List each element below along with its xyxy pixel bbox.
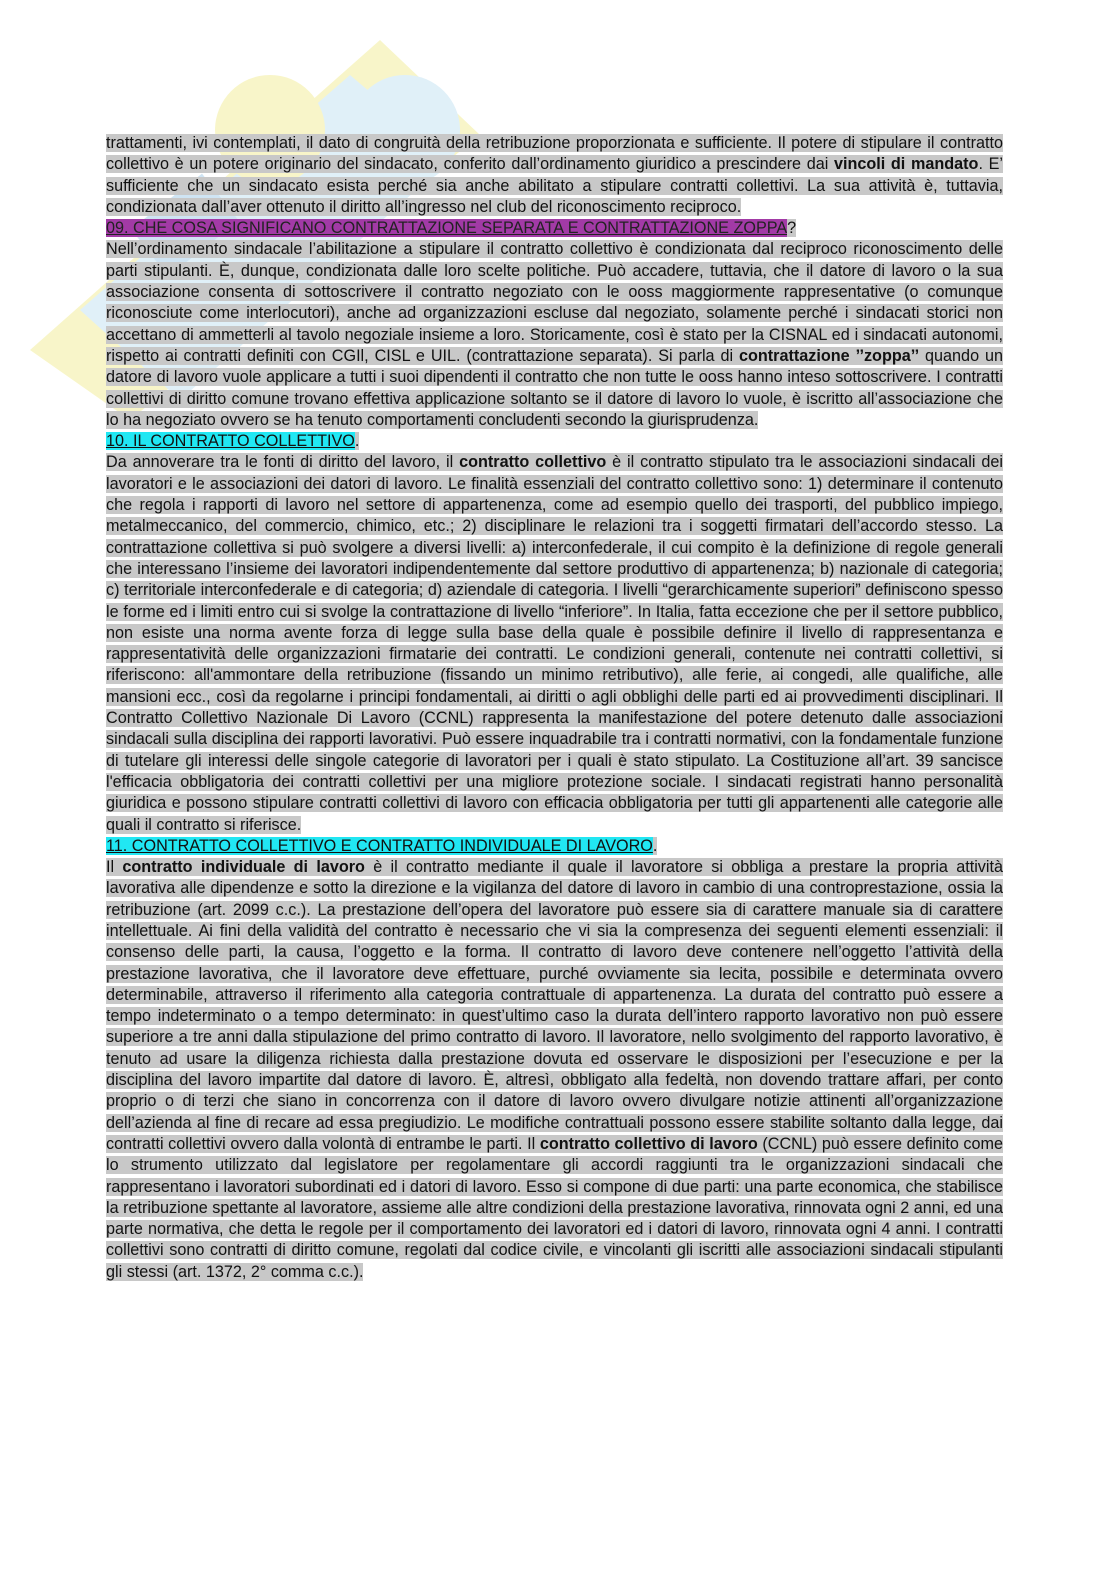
paragraph-text	[106, 858, 1003, 1281]
paragraph-intro	[106, 133, 1003, 218]
text-run: Il	[106, 858, 123, 877]
heading-09	[106, 218, 1003, 239]
heading-10	[106, 431, 1003, 452]
text-run: . E’ sufficiente che un sindacato esista perché sia anche abilitato a stipulare contratti collettivi. La sua attività è, tuttavia, condizionata dall’aver ottenuto il diritto all’ingresso nel club del riconoscimento reciproco.	[106, 155, 1004, 216]
heading-11	[106, 836, 1003, 857]
bold-term: contrattazione ’’zoppa’’	[739, 346, 920, 365]
paragraph-text	[106, 453, 1003, 833]
paragraph-text	[106, 240, 1003, 428]
text-run: Da annoverare tra le fonti di diritto del lavoro, il	[106, 453, 460, 472]
heading-text: 09. CHE COSA SIGNIFICANO CONTRATTAZIONE SEPARATA E CONTRATTAZIONE ZOPPA	[106, 219, 788, 238]
heading-suffix: .	[652, 836, 658, 855]
paragraph-09	[106, 239, 1003, 431]
text-run: è il contratto mediante il quale il lavoratore si obbliga a prestare la propria attività lavorativa alle dipendenze e sotto la direzione e la vigilanza del datore di lavoro in cambio di una controprestazione, ossia la retribuzione (art. 2099 c.c.). La prestazione dell’opera del lavoratore può essere sia di carattere manuale sia di carattere intellettuale. Ai fini della validità del contratto è necessario che vi sia la compresenza dei seguenti elementi essenziali: il consenso delle parti, la causa, l’oggetto e la forma. Il contratto di lavoro deve contenere nell’oggetto l’attività della prestazione lavorativa, che il lavoratore deve effettuare, purché ovviamente sia lecita, possibile e determinata ovvero determinabile, attraverso il riferimento alla categoria contrattuale di appartenenza. La durata del contratto può essere a tempo indeterminato o a tempo determinato: in quest’ultimo caso la durata dell’intero rapporto lavorativo non può essere superiore a tre anni dalla stipulazione del primo contratto di lavoro. Il lavoratore, nello svolgimento del rapporto lavorativo, è tenuto ad usare la diligenza richiesta dalla prestazione dovuta ed osservare le disposizioni per l’esecuzione e per la disciplina del lavoro impartite dal datore di lavoro. È, altresì, obbligato alla fedeltà, non dovendo trattare affari, per conto proprio o di terzi che siano in concorrenza con il datore di lavoro ovvero divulgare notizie attinenti all’organizzazione dell’azienda al fine di recare ad essa pregiudizio. Le modifiche contrattuali possono essere stabilite soltanto dalla legge, dai contratti collettivi ovvero dalla volontà di entrambe le parti. Il	[106, 858, 1004, 1153]
text-run: trattamenti, ivi contemplati, il dato di congruità della retribuzione proporzionata e sufficiente. Il potere di stipulare il contratto collettivo è un potere originario del sindacato, conferito dall’ordinamento giuridico a prescindere dai	[106, 134, 1003, 174]
document-body	[106, 133, 1003, 1283]
text-run: quando un datore di lavoro vuole applicare a tutti i suoi dipendenti il contratto che non tutte le ooss hanno inteso sottoscrivere. I contratti collettivi di diritto comune trovano effettiva applicazione soltanto se il datore di lavoro lo vuole, è iscritto all’associazione che lo ha negoziato ovvero se ha tenuto comportamenti concludenti secondo la giurisprudenza.	[106, 346, 1003, 429]
heading-text: 11. CONTRATTO COLLETTIVO E CONTRATTO INDIVIDUALE DI LAVORO	[106, 836, 653, 855]
text-run: è il contratto stipulato tra le associazioni sindacali dei lavoratori e le associazioni dei datori di lavoro. Le finalità essenziali del contratto collettivo sono: 1) determinare il contenuto che regola i rapporti di lavoro nel settore di appartenenza, come ad esempio quello dei trasporti, del pubblico impiego, metalmeccanico, del commercio, chimico, etc.; 2) disciplinare le relazioni tra i soggetti firmatari dell’accordo stesso. La contrattazione collettiva si può svolgere a diversi livelli: a) interconfederale, il cui compito è la definizione di regole generali che interessano l’insieme dei lavoratori indipendentemente dal settore produttivo di appartenenza; b) nazionale di categoria; c) territoriale interconfederale e di categoria; d) aziendale di categoria. I livelli “gerarchicamente superiori” definiscono spesso le forme ed i limiti entro cui si svolge la contrattazione di livello “inferiore”. In Italia, fatta eccezione che per il settore pubblico, non esiste una norma avente forza di legge sulla base della quale è possibile definire il livello di rappresentanza e rappresentatività delle organizzazioni firmatarie dei contratti. Le condizioni generali, contenute nei contratti collettivi, si riferiscono: all'ammontare della retribuzione (fissando un minimo retributivo), alle ferie, ai congedi, alle qualifiche, alle mansioni ecc., così da regolarne i principi fondamentali, ai diritti o agli obblighi delle parti ed ai provvedimenti disciplinari. Il Contratto Collettivo Nazionale Di Lavoro (CCNL) rappresenta la manifestazione del potere detenuto dalle associazioni sindacali sulla disciplina dei rapporti lavorativi. Può essere inquadrabile tra i contratti normativi, con la fondamentale funzione di tutelare gli interessi delle singole categorie di lavoratori per i quali è stato stipulato. La Costituzione all’art. 39 sancisce l'efficacia obbligatoria dei contratti collettivi per una migliore protezione sociale. I sindacati registrati hanno personalità giuridica e possono stipulare contratti collettivi di lavoro con efficacia obbligatoria per tutti gli appartenenti alle categorie alle quali il contratto si riferisce.	[106, 453, 1003, 834]
heading-text: 10. IL CONTRATTO COLLETTIVO	[106, 432, 355, 451]
text-run: (CCNL) può essere definito come lo strumento utilizzato dal legislatore per regolamentare gli accordi raggiunti tra le organizzazioni sindacali che rappresentano i lavoratori subordinati ed i datori di lavoro. Esso si compone di due parti: una parte economica, che stabilisce la retribuzione spettante al lavoratore, assieme alle altre condizioni della prestazione lavorativa, rinnovata ogni 2 anni, ed una parte normativa, che detta le regole per il comportamento dei lavoratori ed i datori di lavoro, rinnovata ogni 4 anni. I contratti collettivi sono contratti di diritto comune, regolati dal codice civile, e vincolanti gli iscritti alle associazioni sindacali stipulanti gli stessi (art. 1372, 2° comma c.c.).	[106, 1134, 1004, 1281]
bold-term: vincoli di mandato	[833, 155, 979, 174]
bold-term: contratto collettivo	[459, 453, 607, 472]
bold-term: contratto collettivo di lavoro	[539, 1134, 758, 1153]
text-run: Nell’ordinamento sindacale l’abilitazione a stipulare il contratto collettivo è condizionata dal reciproco riconoscimento delle parti stipulanti. È, dunque, condizionata dalle loro scelte politiche. Può accadere, tuttavia, che il datore di lavoro o la sua associazione consenta di sottoscrivere il contratto negoziato con le ooss maggiormente rappresentative (o comunque riconosciute come interlocutori), anche ad organizzazioni escluse dal negoziato, solamente perché i sindacati storici non accettano di ammetterli al tavolo negoziale insieme a loro. Storicamente, così è stato per la CISNAL ed i sindacati autonomi, rispetto ai contratti definiti con CGIl, CISL e UIL. (contrattazione separata). Si parla di	[106, 240, 1003, 365]
heading-suffix: .	[354, 432, 360, 451]
paragraph-11	[106, 857, 1003, 1283]
paragraph-text	[106, 134, 1003, 216]
bold-term: contratto individuale di lavoro	[122, 858, 365, 877]
heading-suffix: ?	[787, 219, 797, 238]
paragraph-10	[106, 452, 1003, 835]
